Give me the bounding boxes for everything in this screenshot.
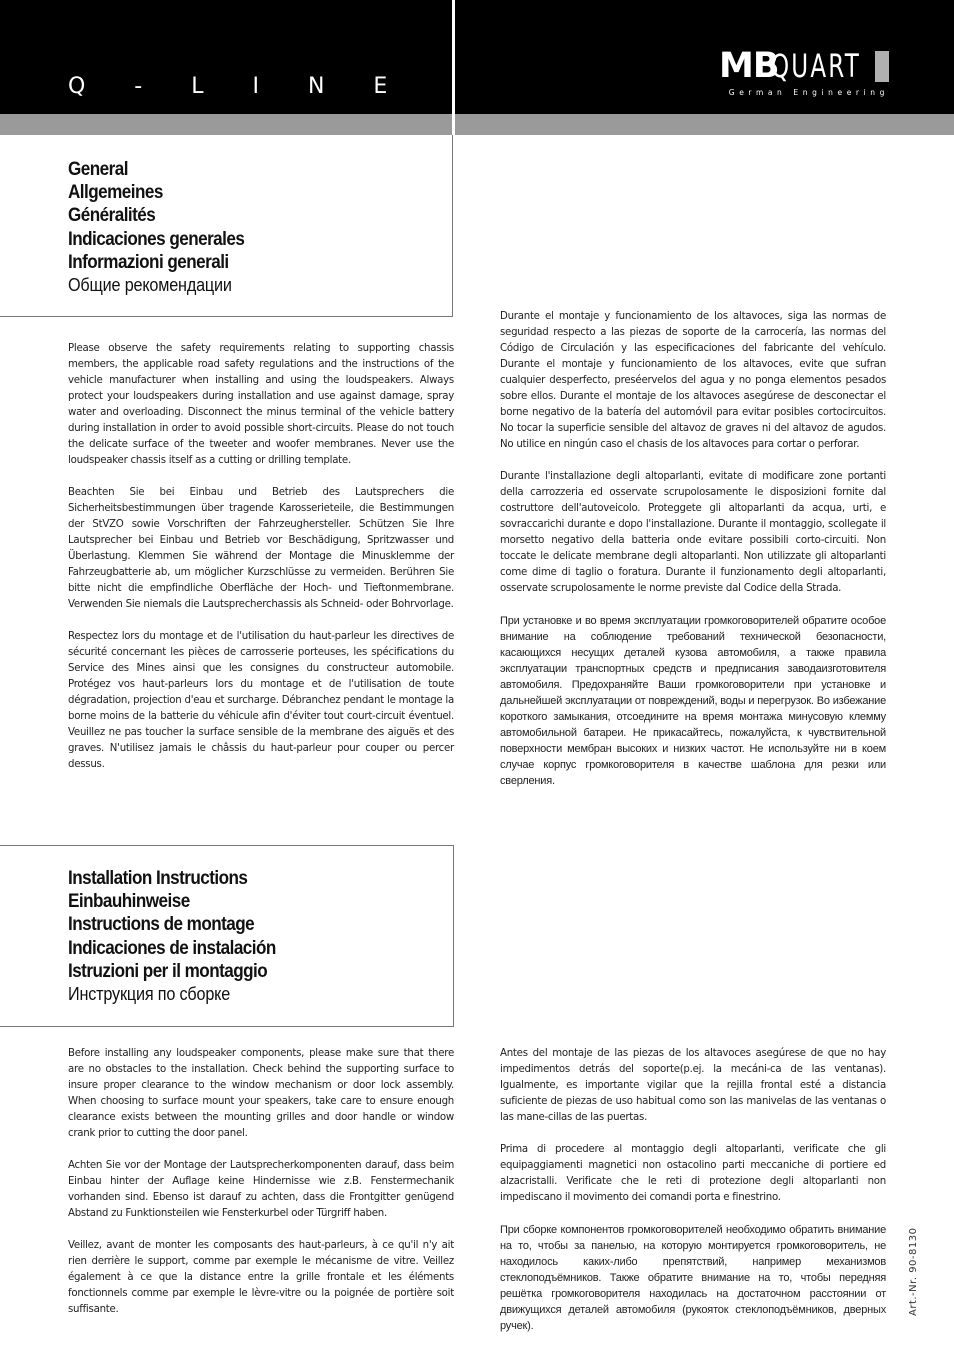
- general-text-ru: При установке и во время эксплуатации громкоговорителей обратите особое внимание на соблюдение требований технической безопасности, касающихся несущих деталей кузова автомобиля, а также правила эксплуатации транспортных средств и предписания заводаизготовителя автомобиля. Предохраняйте Ваши громкоговорители при установке и дальнейшей эксплуатации от повреждений, воды и перегрузок. Во избежание короткого замыкания, отсоедините на время монтажа минусовую клемму автомобильной батареи. Не прикасайтесь, пожалуйста, к чувствительной поверхности мембран высоких и низких частот. Не используйте ни в коем случае корпус громкоговорителя в качестве шаблона для резки или сверления.: [500, 615, 886, 787]
- installation-title-it: Istruzioni per il montaggio: [68, 960, 268, 982]
- general-title-de: Allgemeines: [68, 182, 163, 204]
- logo-tagline: German Engineering: [728, 88, 889, 97]
- general-text-it: Durante l'installazione degli altoparlanti, evitate di modificare zone portanti della carrozzeria ed osservate scrupolosamente le disposizioni fornite dal costruttore dell'autoveicolo. Proteggete gli altoparlanti da acqua, urti, e sovraccarichi durante e dopo l'installazione. Durante il montaggio, scollegate il morsetto negativo della batteria onde evitare possibili corto-circuiti. Non toccate le delicate membrane degli altoparlanti. Non utilizzate gli altoparlanti come dime di taglio o foratura. Durante il funzionamento degli altoparlanti, osservate scrupolosamente le norme previste dal Codice della Strada.: [500, 471, 886, 594]
- installation-text-de: Achten Sie vor der Montage der Lautsprecherkomponenten darauf, dass beim Einbau hinter der Auflage keine Hindernisse wie z.B. Fenstermechanik vorhanden sind. Ebenso ist darauf zu achten, dass die Frontgitter genügend Abstand zu Funktionsteilen wie Fensterkurbel oder Türgriff haben.: [68, 1160, 454, 1219]
- installation-title-en: Installation Instructions: [68, 868, 248, 889]
- general-title-box: [0, 135, 453, 317]
- article-number: Art.-Nr. 90-8130: [908, 1227, 919, 1316]
- general-title-ru: Общие рекомендации: [68, 275, 232, 296]
- general-text-de: Beachten Sie bei Einbau und Betrieb des Lautsprechers die Sicherheitsbestimmungen über tragende Karosserieteile, die Bestimmungen der StVZO sowie Vorschriften der Fahrzeughersteller. Schützen Sie Ihre Lautsprecher bei Einbau und Betrieb vor Beschädigung, Spritzwasser und Überlastung. Klemmen Sie während der Montage die Minusklemme der Fahrzeugbatterie ab, um möglicher Kurzschlüsse zu vermeiden. Berühren Sie bitte nicht die empfindliche Oberfläche der Hoch- und Tieftonmembrane. Verwenden Sie niemals die Lautsprecherchassis als Schneid- oder Bohrvorlage.: [68, 487, 454, 610]
- logo-mb-text: MB: [719, 46, 779, 86]
- header-grey-bar-right: [455, 114, 954, 135]
- installation-text-fr: Veillez, avant de monter les composants des haut-parleurs, à ce qu'il n'y ait rien derrière le support, comme par exemple le mécanisme de vitre. Veillez également à ce que la distance entre la grille frontale et les éléments fonctionnels comme par exemple le lèvre-vitre ou la poignée de portière soit suffisante.: [68, 1240, 454, 1315]
- installation-text-ru: При сборке компонентов громкоговорителей необходимо обратить внимание на то, чтобы за панелью, на которую монтируется громкоговоритель, не находилось каких-либо препятствий, например механизмов стеклоподъёмников. Также обратите внимание на то, чтобы передняя решётка громкоговорителя находилась на достаточном расстоянии от движущихся деталей автомобиля (рукояток стеклоподъёмников, дверных ручек).: [500, 1224, 886, 1332]
- general-text-en: Please observe the safety requirements relating to supporting chassis members, the applicable road safety regulations and the instructions of the vehicle manufacturer when installing and using the loudspeakers. Always protect your loudspeakers during installation and use against damage, spray water and overloading. Disconnect the minus terminal of the vehicle battery during installation in order to avoid possible short-circuits. Please do not touch the delicate surface of the tweeter and woofer membranes. Never use the loudspeaker chassis itself as a cutting or drilling template.: [68, 343, 454, 466]
- installation-text-it: Prima di procedere al montaggio degli altoparlanti, verificate che gli equipaggiamenti magnetici non ostacolino parti meccaniche di portiere ed alzacristalli. Verificate che le reti di protezione degli altoparlanti non impediscano il movimento dei comandi porta e finestrino.: [500, 1144, 886, 1203]
- general-text-fr: Respectez lors du montage et de l'utilisation du haut-parleur les directives de sécurité concernant les pièces de carrosserie porteuses, les spécifications du Service des Mines ainsi que les consignes du constructeur automobile. Protégez vos haut-parleurs lors du montage et de l'utilisation de toute dégradation, projection d'eau et surcharge. Débranchez pendant le montage la borne moins de la batterie du véhicule afin d'éviter tout court-circuit éventuel. Veuillez ne pas toucher la surface sensible de la membrane des aiguës et des graves. N'utilisez jamais le châssis du haut-parleur pour couper ou percer dessus.: [68, 631, 454, 770]
- installation-text-es: Antes del montaje de las piezas de los altavoces asegúrese de que no hay impedimentos detrás del soporte(p.ej. la mecáni-ca de las ventanas). Igualmente, es importante vigilar que la rejilla frontal esté a distancia suficiente de piezas de uso habitual como son las manivelas de las ventanas o las mane-cillas de las puertas.: [500, 1048, 886, 1123]
- header-grey-bar-left: [0, 114, 452, 135]
- installation-titles: [68, 867, 299, 1006]
- general-title-en: General: [68, 159, 128, 180]
- installation-title-de: Einbauhinweise: [68, 891, 190, 913]
- installation-title-fr: Instructions de montage: [68, 914, 255, 936]
- logo-block-mark: [875, 51, 889, 82]
- logo-quart-text: QUART: [771, 47, 861, 85]
- installation-text-en: Before installing any loudspeaker components, please make sure that there are no obstacles to the installation. Check behind the supporting surface to insure proper clearance to the window mechanism or door lock assembly. When choosing to surface mount your speakers, take care to ensure enough clearance exists between the mounting grilles and door handle or window crank prior to cutting the door panel.: [68, 1048, 454, 1139]
- general-title-fr: Généralités: [68, 205, 156, 227]
- general-text-es: Durante el montaje y funcionamiento de los altavoces, siga las normas de seguridad respecto a las piezas de soporte de la carrocería, las normas del Código de Circulación y las especificaciones del fabricante del vehículo. Durante el montaje y funcionamiento de los altavoces, evite que sufran cualquier desperfecto, preséervelos del agua y no ponga elementos pesados sobre ellos. Durante el montaje de los altavoces asegúrese de desconectar el borne negativo de la batería del automóvil para evitar posibles cortocircuitos. No tocar la superficie sensible del altavoz de graves ni del altavoz de agudos. No utilice en ningún caso el chasis de los altavoces para cortar o perforar.: [500, 311, 886, 450]
- header-left-panel: [0, 0, 452, 114]
- installation-title-ru: Инструкция по сборке: [68, 984, 231, 1005]
- installation-title-box: [0, 845, 454, 1027]
- brand-logo: [719, 48, 889, 98]
- general-titles: [68, 158, 264, 297]
- product-series-title: Q - L I N E: [68, 74, 409, 99]
- general-title-es: Indicaciones generales: [68, 228, 245, 250]
- header-right-panel: [455, 0, 954, 114]
- general-title-it: Informazioni generali: [68, 251, 229, 273]
- installation-title-es: Indicaciones de instalación: [68, 937, 276, 959]
